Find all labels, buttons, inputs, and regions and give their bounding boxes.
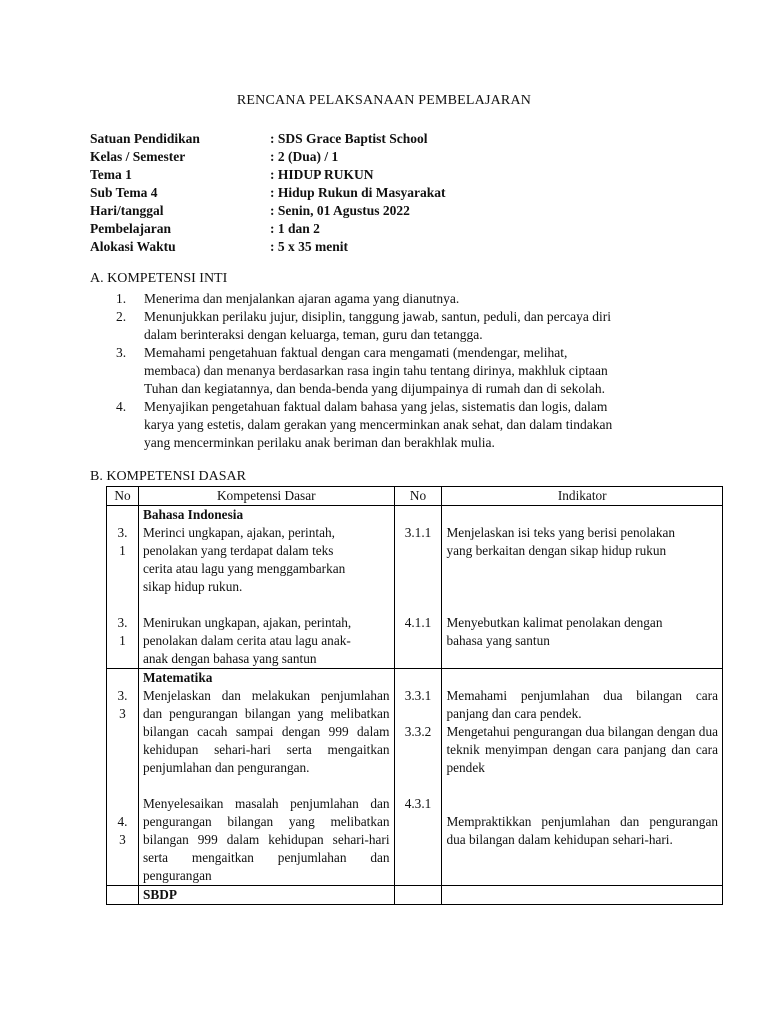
indikator-text: Memahami penjumlahan dua bilangan cara panjang dan cara pendek. xyxy=(446,688,718,721)
kd-no: 4. xyxy=(117,814,128,829)
list-number: 2. xyxy=(116,309,127,324)
info-value: : 1 dan 2 xyxy=(270,221,320,236)
subject-label: Matematika xyxy=(142,670,213,685)
kd-text: Menjelaskan dan melakukan penjumlahan dan pengurangan bilangan yang melibatkan bilangan cacah sampai dengan 999 dalam kehidupan sehari-hari serta mengaitkan penjumlahan dan pengurangan. xyxy=(142,688,390,775)
section-a-heading: A. KOMPETENSI INTI xyxy=(90,271,228,286)
info-row xyxy=(90,148,446,166)
indikator-text-cell xyxy=(442,669,723,886)
header-no: No xyxy=(394,487,442,506)
header-no: No xyxy=(107,487,139,506)
subject-label: SBDP xyxy=(142,887,177,902)
kd-no-cell xyxy=(107,506,139,669)
kd-line: penolakan yang terdapat dalam teks xyxy=(142,543,334,558)
info-row xyxy=(90,166,446,184)
info-value: : HIDUP RUKUN xyxy=(270,167,374,182)
list-line: dalam berinteraksi dengan keluarga, teman, guru dan tetangga. xyxy=(144,327,483,342)
kompetensi-dasar-table xyxy=(106,486,723,905)
info-block xyxy=(90,130,446,256)
indikator-no: 4.1.1 xyxy=(404,615,432,630)
table-row xyxy=(107,886,723,905)
info-row xyxy=(90,202,446,220)
indikator-no-cell xyxy=(394,506,442,669)
indikator-text: Mempraktikkan penjumlahan dan pengurangan dua bilangan dalam kehidupan sehari-hari. xyxy=(446,814,718,847)
indikator-no-cell xyxy=(394,886,442,905)
info-label: Kelas / Semester xyxy=(90,149,186,164)
indikator-text-cell xyxy=(442,506,723,669)
list-item xyxy=(108,398,668,452)
kd-no: 3. xyxy=(117,525,128,540)
header-indikator: Indikator xyxy=(442,487,723,506)
info-label: Satuan Pendidikan xyxy=(90,131,200,146)
kd-line: cerita atau lagu yang menggambarkan xyxy=(142,561,346,576)
list-line: Menerima dan menjalankan ajaran agama yang dianutnya. xyxy=(144,291,460,306)
kd-line: Menirukan ungkapan, ajakan, perintah, xyxy=(142,615,352,630)
kd-no: 1 xyxy=(119,543,126,558)
info-value: : 2 (Dua) / 1 xyxy=(270,149,339,164)
list-line: Tuhan dan kegiatannya, dan benda-benda yang dijumpainya di rumah dan di sekolah. xyxy=(144,381,606,396)
kompetensi-inti-list xyxy=(108,290,668,452)
kd-line: sikap hidup rukun. xyxy=(142,579,243,594)
indikator-no: 4.3.1 xyxy=(404,796,432,811)
list-line: yang mencerminkan perilaku anak beriman dan berakhlak mulia. xyxy=(144,435,495,450)
indikator-line: Menyebutkan kalimat penolakan dengan xyxy=(446,615,663,630)
kd-text-cell xyxy=(138,506,394,669)
info-label: Tema 1 xyxy=(90,167,132,182)
list-number: 3. xyxy=(116,345,127,360)
indikator-no: 3.3.1 xyxy=(404,688,432,703)
indikator-text-cell xyxy=(442,886,723,905)
info-label: Pembelajaran xyxy=(90,221,171,236)
info-row xyxy=(90,130,446,148)
kd-no: 3. xyxy=(117,688,128,703)
indikator-line: Menjelaskan isi teks yang berisi penolakan xyxy=(446,525,676,540)
info-label: Sub Tema 4 xyxy=(90,185,158,200)
info-row xyxy=(90,238,446,256)
kd-line: Merinci ungkapan, ajakan, perintah, xyxy=(142,525,335,540)
info-row xyxy=(90,220,446,238)
subject-label: Bahasa Indonesia xyxy=(142,507,244,522)
section-b-heading: B. KOMPETENSI DASAR xyxy=(90,469,246,484)
list-line: karya yang estetis, dalam gerakan yang mencerminkan anak sehat, dan dalam tindakan xyxy=(144,417,613,432)
kd-no: 3. xyxy=(117,615,128,630)
list-item xyxy=(108,308,668,344)
list-item xyxy=(108,290,668,308)
info-label: Hari/tanggal xyxy=(90,203,164,218)
info-value: : Hidup Rukun di Masyarakat xyxy=(270,185,446,200)
kd-text-cell xyxy=(138,669,394,886)
indikator-line: yang berkaitan dengan sikap hidup rukun xyxy=(446,543,667,558)
kd-no: 3 xyxy=(119,832,126,847)
list-item xyxy=(108,344,668,398)
kd-no: 3 xyxy=(119,706,126,721)
list-line: Menunjukkan perilaku jujur, disiplin, tanggung jawab, santun, peduli, dan percaya diri xyxy=(144,309,611,324)
indikator-text: Mengetahui pengurangan dua bilangan dengan dua teknik menyimpan dengan cara panjang dan cara pendek xyxy=(446,724,718,775)
kd-line: anak dengan bahasa yang santun xyxy=(142,651,317,666)
list-line: membaca) dan menanya berdasarkan rasa ingin tahu tentang dirinya, makhluk ciptaan xyxy=(144,363,608,378)
info-value: : Senin, 01 Agustus 2022 xyxy=(270,203,410,218)
list-line: Memahami pengetahuan faktual dengan cara mengamati (mendengar, melihat, xyxy=(144,345,568,360)
list-number: 1. xyxy=(116,291,127,306)
kd-line: penolakan dalam cerita atau lagu anak- xyxy=(142,633,351,648)
table-header-row xyxy=(107,487,723,506)
indikator-no: 3.1.1 xyxy=(404,525,432,540)
indikator-no-cell xyxy=(394,669,442,886)
kd-no-cell xyxy=(107,669,139,886)
list-line: Menyajikan pengetahuan faktual dalam bahasa yang jelas, sistematis dan logis, dalam xyxy=(144,399,608,414)
info-label: Alokasi Waktu xyxy=(90,239,176,254)
info-value: : SDS Grace Baptist School xyxy=(270,131,428,146)
header-kompetensi-dasar: Kompetensi Dasar xyxy=(138,487,394,506)
kd-text-cell xyxy=(138,886,394,905)
kd-no-cell xyxy=(107,886,139,905)
kd-no: 1 xyxy=(119,633,126,648)
info-value: : 5 x 35 menit xyxy=(270,239,348,254)
info-row xyxy=(90,184,446,202)
page-title: RENCANA PELAKSANAAN PEMBELAJARAN xyxy=(236,93,532,108)
list-number: 4. xyxy=(116,399,127,414)
table-row xyxy=(107,506,723,669)
kd-text: Menyelesaikan masalah penjumlahan dan pengurangan bilangan yang melibatkan bilangan 999 dalam kehidupan sehari-hari serta mengaitkan penjumlahan dan pengurangan xyxy=(142,796,390,883)
indikator-no: 3.3.2 xyxy=(404,724,432,739)
table-row xyxy=(107,669,723,886)
indikator-line: bahasa yang santun xyxy=(446,633,550,648)
